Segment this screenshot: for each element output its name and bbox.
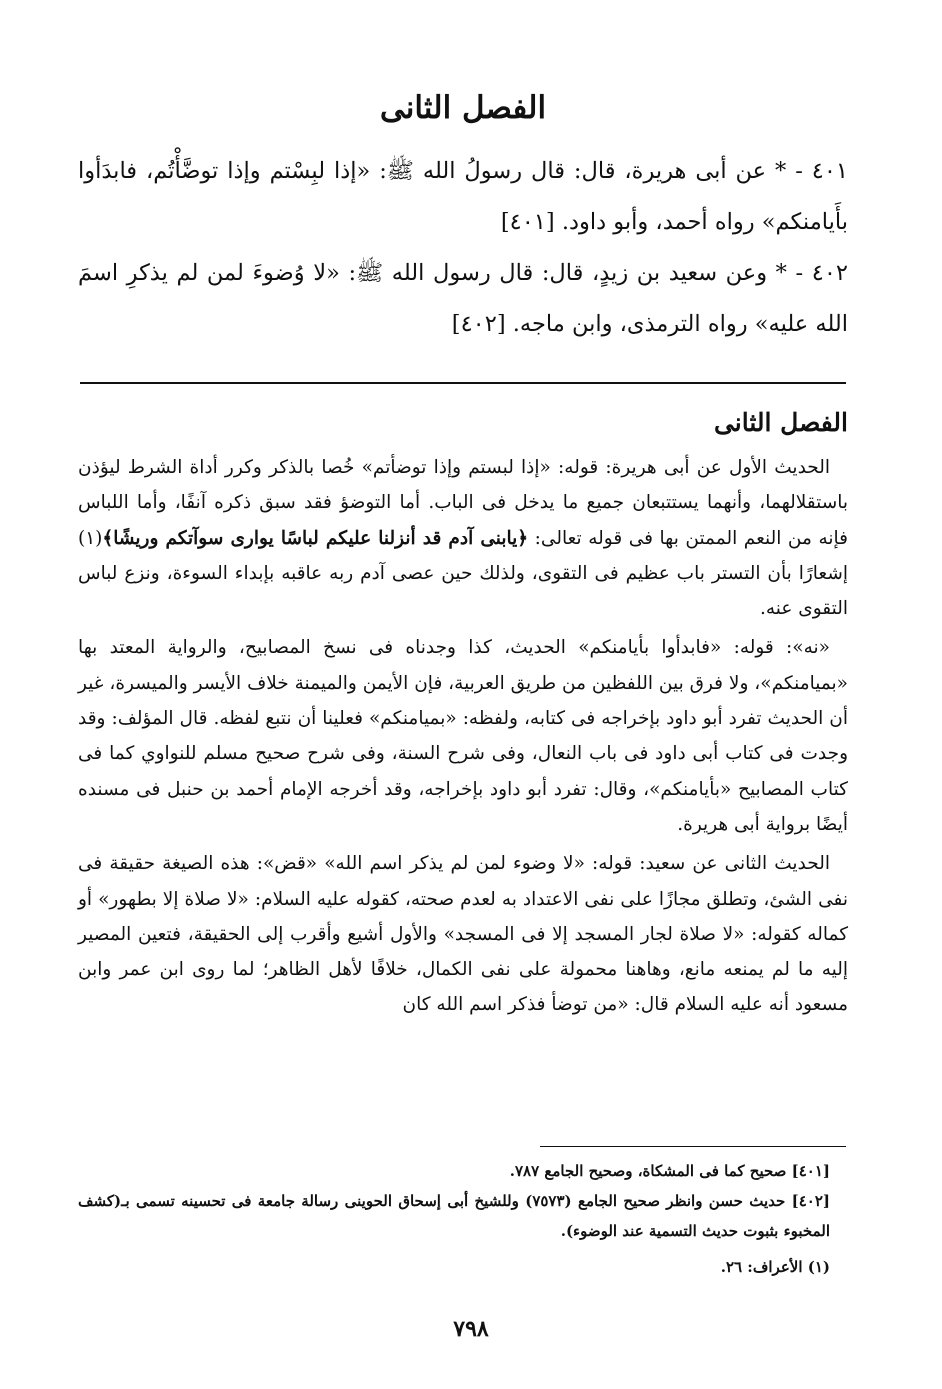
hadith-402: ٤٠٢ - * وعن سعيد بن زيدٍ، قال: قال رسول الله ﷺ: «لا وُضوءَ لمن لم يذكرِ اسمَ الله عليه» رواه الترمذى، وابن ماجه. [٤٠٢] — [78, 260, 848, 337]
commentary-paragraph-2: «نه»: قوله: «فابدأوا بأيامنكم» الحديث، كذا وجدناه فى نسخ المصابيح، والرواية المعتد بها «بميامنكم»، ولا فرق بين اللفظين من طريق العربية، فإن الأيمن والميمنة خلاف الأيسر والميسرة، غير أن الحديث تفرد أبو داود بإخراجه فى كتابه، ولفظه: «بميامنكم» فعلينا أن نتبع لفظه. قال المؤلف: وقد وجدت فى كتاب أبى داود فى باب النعال، وفى شرح السنة، وفى شرح صحيح مسلم للنواوي كما فى كتاب المصابيح «بأيامنكم»، وقال: تفرد أبو داود بإخراجه، وقد أخرجه الإمام أحمد بن حنبل فى مسنده أيضًا برواية أبى هريرة. — [78, 637, 848, 835]
footnote-401: [٤٠١] صحيح كما فى المشكاة، وصحيح الجامع ٧٨٧. — [509, 1162, 830, 1180]
section-title: الفصل الثانى — [379, 90, 547, 126]
footnote-divider — [540, 1146, 846, 1147]
section-divider — [80, 382, 846, 384]
footnotes-block — [78, 1156, 848, 1282]
footnote-quran-ref: (١) الأعراف: ٢٦. — [720, 1258, 830, 1276]
commentary-paragraph-1 — [78, 450, 848, 626]
footnote-402: [٤٠٢] حديث حسن وانظر صحيح الجامع (٧٥٧٣) وللشيخ أبى إسحاق الحوينى رسالة جامعة فى تحسينه تسمى بـ(كشف المخبوء بثبوت حديث التسمية عند الوضوء). — [78, 1192, 830, 1240]
quran-verse: ﴿يابنى آدم قد أنزلنا عليكم لباسًا يوارى سوآتكم وريشًا﴾ — [102, 527, 529, 549]
page-number: ٧٩٨ — [453, 1316, 489, 1342]
main-text-block — [78, 80, 848, 350]
commentary-paragraph-1-after: (١) إشعارًا بأن التستر باب عظيم فى التقوى، ولذلك حين عصى آدم ربه عاقبه بإبداء السوءة، ونزع لباس التقوى عنه. — [78, 527, 848, 620]
commentary-paragraph-1-before: الحديث الأول عن أبى هريرة: قوله: «إذا لبستم وإذا توضأتم» خُصا بالذكر وكرر أداة الشرط ليؤذن باستقلالهما، وأنهما يستتبعان جميع ما يدخل فى الباب. أما التوضؤ فقد سبق ذكره آنفًا، وأما اللباس فإنه من النعم الممتن بها فى قوله تعالى: — [78, 457, 848, 549]
commentary-title: الفصل الثانى — [713, 408, 848, 437]
commentary-block — [78, 398, 848, 1027]
commentary-paragraph-3: الحديث الثانى عن سعيد: قوله: «لا وضوء لمن لم يذكر اسم الله» «قض»: هذه الصيغة حقيقة فى نفى الشئ، وتطلق مجازًا على نفى الاعتداد به لعدم صحته، كقوله عليه السلام: «لا صلاة إلا بطهور» أو كماله كقوله: «لا صلاة لجار المسجد إلا فى المسجد» والأول أشيع وأقرب إلى الحقيقة، فتعين المصير إليه ما لم يمنعه مانع، وهاهنا محمولة على نفى الكمال، خلافًا لأهل الظاهر؛ لما روى ابن عمر وابن مسعود أنه عليه السلام قال: «من توضأ فذكر اسم الله كان — [78, 853, 848, 1016]
hadith-401: ٤٠١ - * عن أبى هريرة، قال: قال رسولُ الله ﷺ: «إذا لبِسْتم وإذا توضَّأْتُم، فابدَأوا بأَيامنكم» رواه أحمد، وأبو داود. [٤٠١] — [78, 158, 848, 235]
